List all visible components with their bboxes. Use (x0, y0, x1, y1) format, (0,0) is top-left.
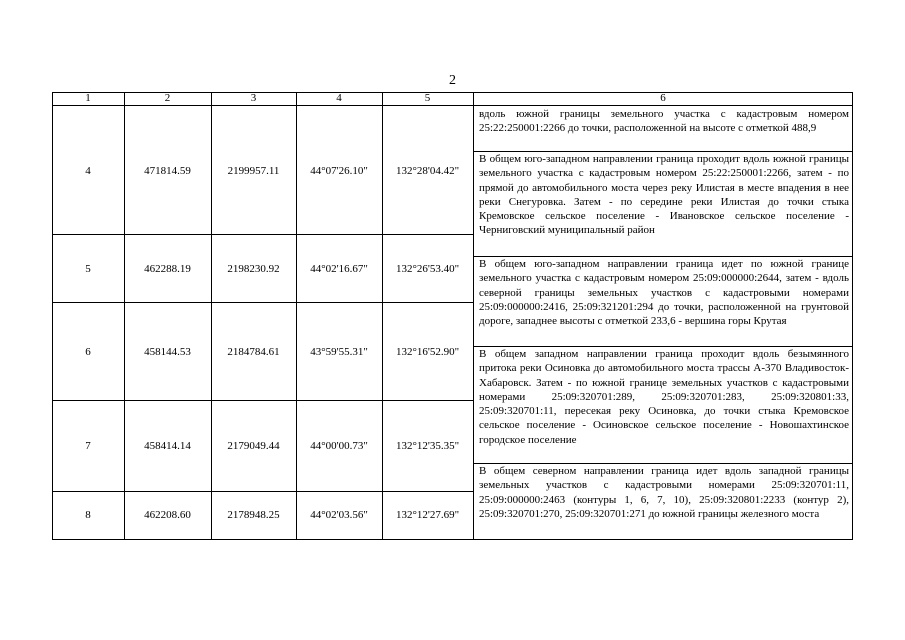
point-number: 8 (85, 509, 91, 521)
coord-y: 2199957.11 (227, 165, 280, 177)
header-col-5: 5 (424, 92, 431, 104)
longitude: 132°26'53.40" (395, 263, 460, 275)
boundary-description: В общем юго-западном направлении граница идет по южной границе земельного участка с кадастровым номером 25:09:000000:2644, затем - вдоль северной границы земельных участков с кадастровыми номерами 25:09:000000:2416, 25:09:321201:294 до точки, расположенной на грунтовой дороге, западнее высоты с отметкой 233,6 - вершина горы Крутая (479, 258, 849, 328)
coord-x: 462288.19 (144, 263, 191, 275)
latitude: 43°59'55.31" (310, 346, 368, 358)
boundary-description: вдоль южной границы земельного участка с кадастровым номером 25:22:250001:2266 до точки, расположенной на высоте с отметкой 488,9 (479, 108, 849, 135)
boundary-description: В общем западном направлении граница проходит вдоль безымянного притока реки Осиновка до автомобильного моста трассы А-370 Владивосток-Хабаровск. Затем - по южной границе земельных участков с кадастровыми номерами 25:09:320701:289, 25:09:320701:283, 25:09:320801:33, 25:09:320701:11, пересекая реку Осиновка, до точки стыка Кремовское сельское поселение - Осиновское сельское поселение - Новошахтинское городское поселение (479, 348, 849, 446)
longitude: 132°28'04.42" (395, 165, 460, 177)
coord-x: 462208.60 (144, 509, 191, 521)
latitude: 44°02'03.56" (310, 509, 368, 521)
boundary-description: В общем юго-западном направлении граница проходит вдоль южной границы земельного участка с кадастровым номером 25:22:250001:2266, затем - по прямой до автомобильного моста через реку Илистая в месте впадения в нее реки Снегуровка. Затем - по середине реки Илистая до точки стыка Кремовское сельское поселение - Ивановское сельское поселение - Черниговский муниципальный район (479, 153, 849, 237)
header-col-4: 4 (336, 92, 342, 104)
coord-x: 458414.14 (144, 440, 191, 452)
latitude: 44°02'16.67" (310, 263, 368, 275)
coord-y: 2184784.61 (227, 346, 280, 358)
longitude: 132°12'27.69" (395, 509, 460, 521)
point-number: 4 (85, 165, 91, 177)
header-col-6: 6 (660, 92, 666, 104)
point-number: 5 (85, 263, 91, 275)
point-number: 7 (85, 440, 91, 452)
latitude: 44°07'26.10" (310, 165, 368, 177)
coord-y: 2198230.92 (227, 263, 280, 275)
page-number: 2 (449, 73, 456, 88)
point-number: 6 (85, 346, 91, 358)
coord-y: 2179049.44 (227, 440, 280, 452)
coord-x: 471814.59 (144, 165, 191, 177)
longitude: 132°12'35.35" (395, 440, 460, 452)
longitude: 132°16'52.90" (395, 346, 460, 358)
header-col-3: 3 (250, 92, 257, 104)
boundary-table (52, 92, 853, 540)
coord-x: 458144.53 (144, 346, 191, 358)
coord-y: 2178948.25 (227, 509, 280, 521)
latitude: 44°00'00.73" (310, 440, 368, 452)
boundary-description: В общем северном направлении граница идет вдоль западной границы земельных участков с кадастровыми номерами 25:09:320701:11, 25:09:000000:2463 (контуры 1, 6, 7, 10), 25:09:320801:2233 (контур 2), 25:09:320701:270, 25:09:320701:271 до южной границы железного моста (479, 465, 849, 520)
header-col-1: 1 (85, 92, 91, 104)
header-col-2: 2 (164, 92, 171, 104)
